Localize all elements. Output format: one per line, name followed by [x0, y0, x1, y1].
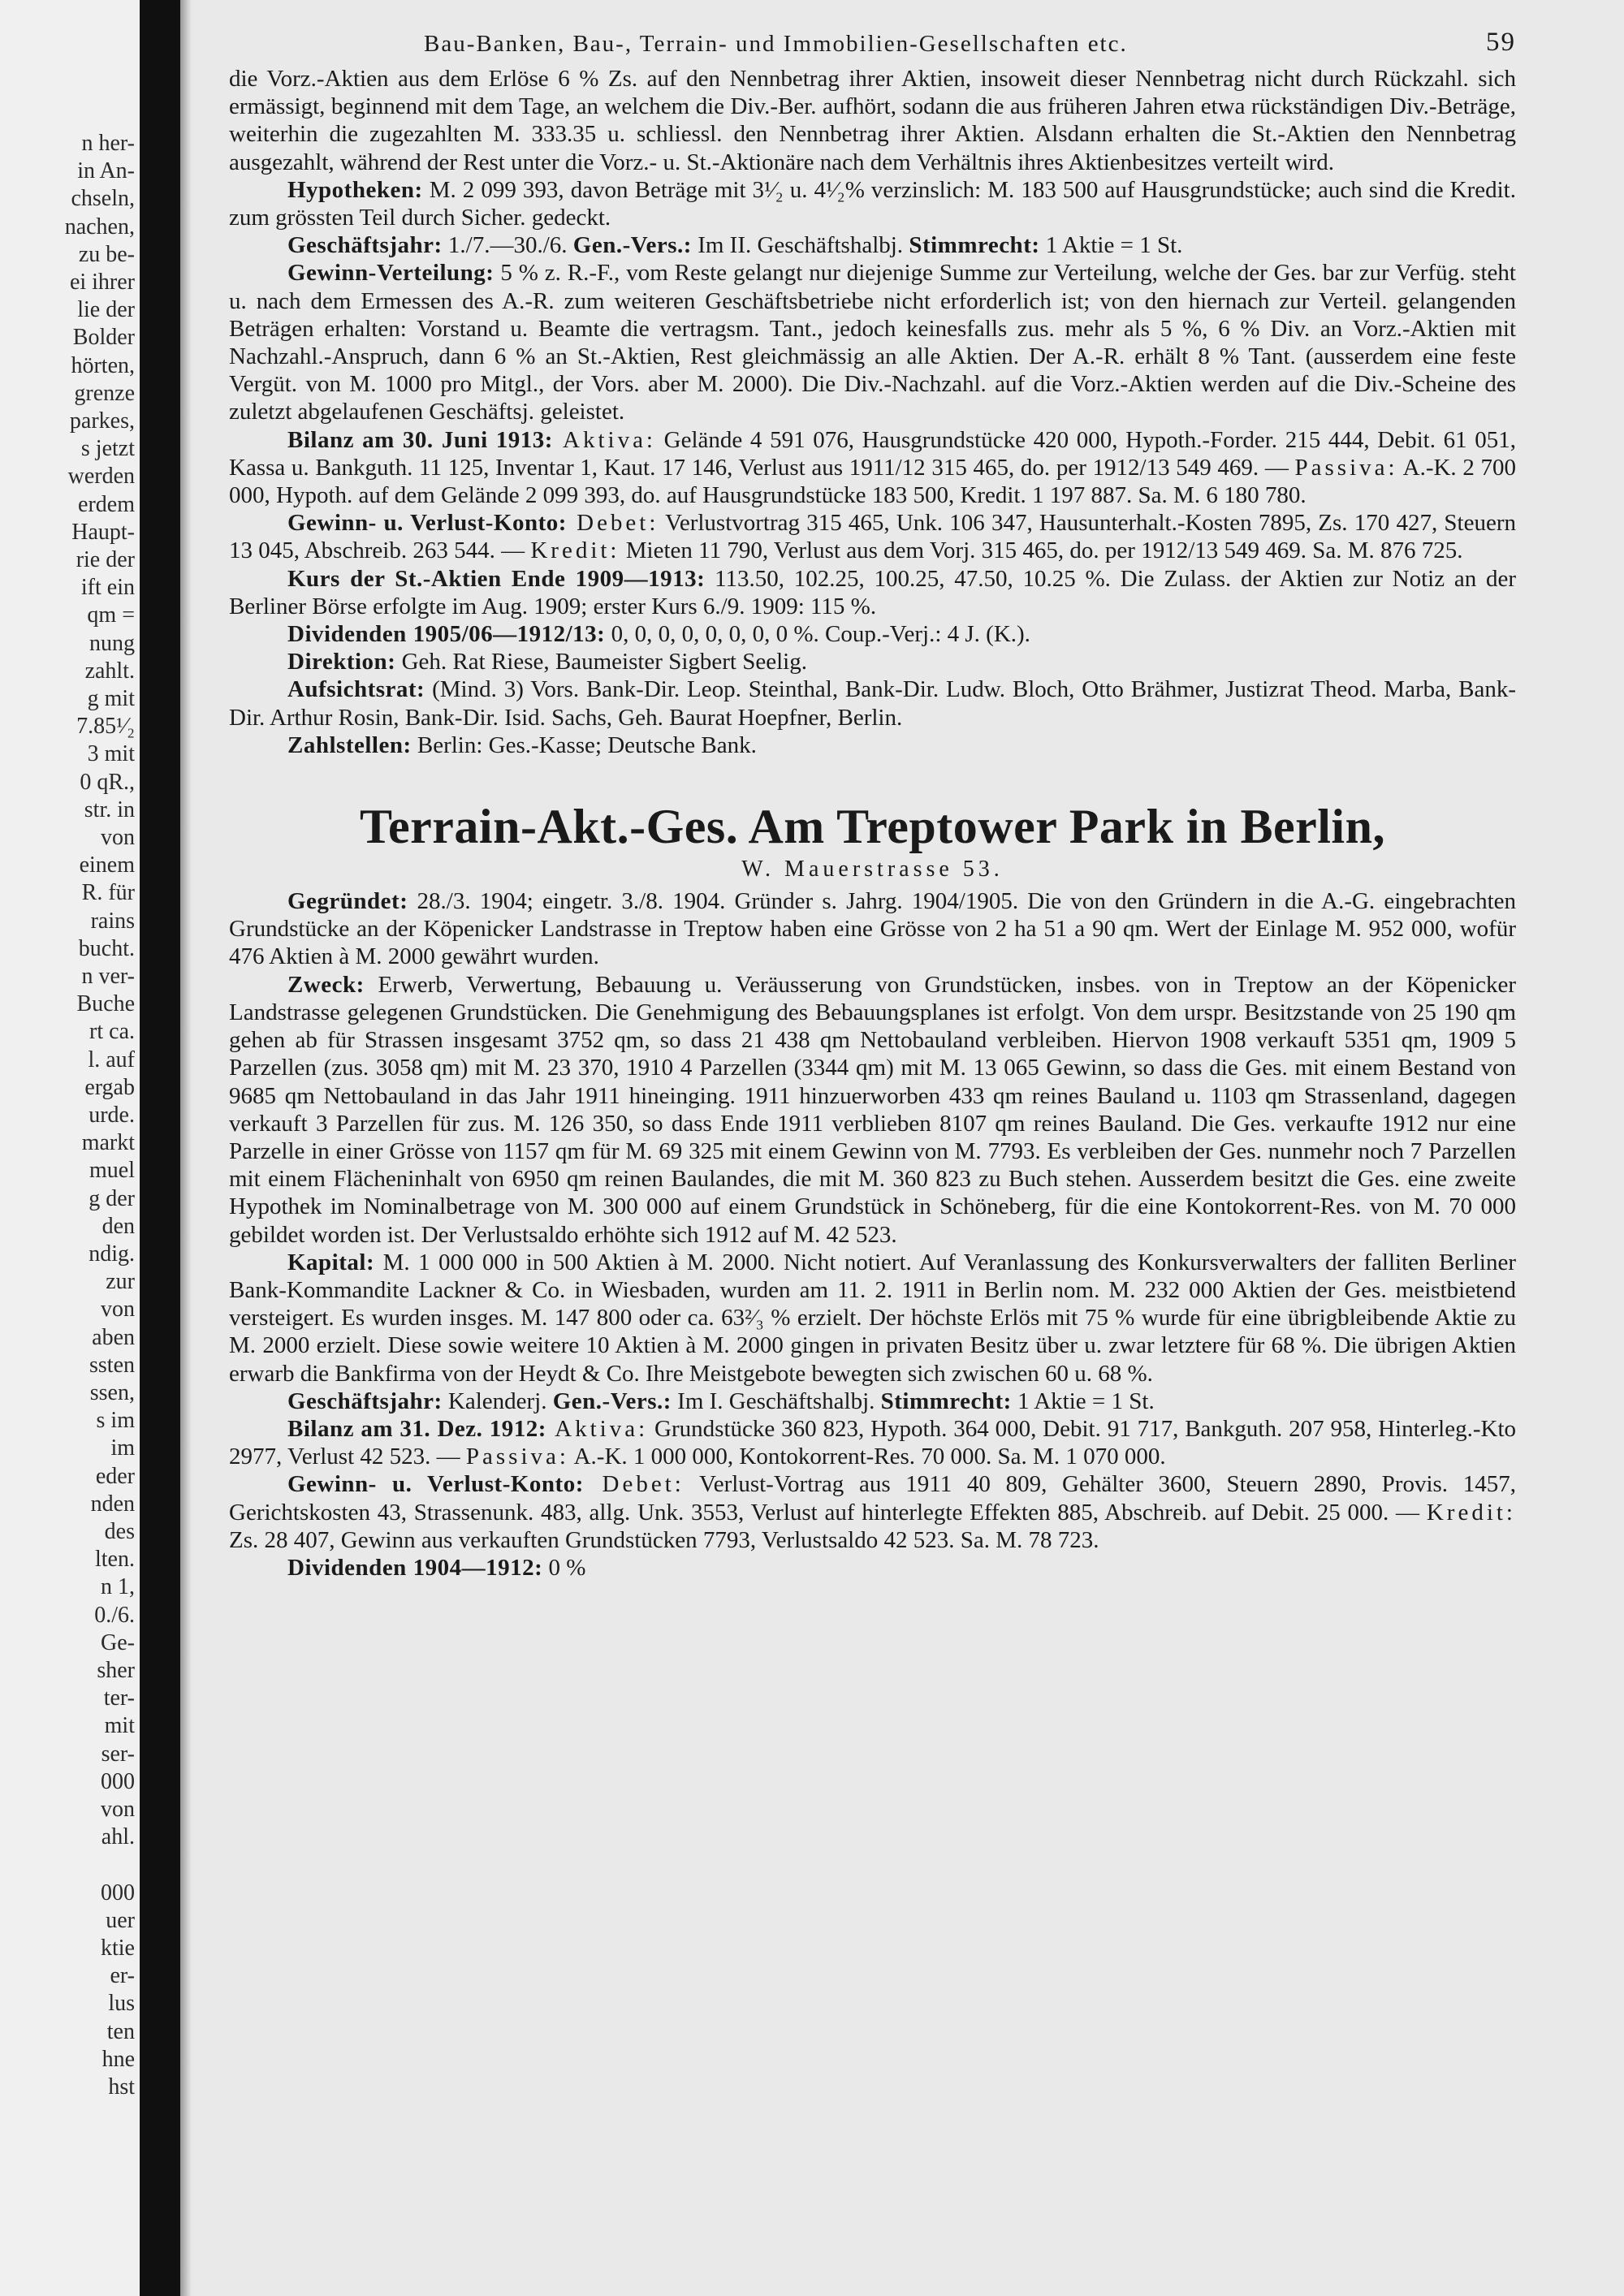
- text-hypotheken: M. 2 099 393, davon Beträge mit 3¹⁄₂ u. 4¹⁄₂% verzinslich: M. 183 500 auf Hausgrundstücke; auch sind die Kredit. zum grössten Teil durch Sicher. gedeckt.: [229, 176, 1516, 231]
- label-stimmrecht: Stimmrecht:: [909, 232, 1040, 259]
- margin-fragment: des: [104, 1519, 135, 1544]
- margin-fragment: s jetzt: [80, 436, 135, 462]
- margin-fragment: sher: [97, 1658, 135, 1683]
- margin-fragment: s im: [96, 1408, 135, 1434]
- margin-fragment: markt: [81, 1130, 135, 1156]
- paragraph-geschaeftsjahr-2: [229, 1388, 1516, 1415]
- margin-fragment: zahlt.: [84, 658, 135, 684]
- text-debet-2: Verlust-Vortrag aus 1911 40 809, Gehälter 3600, Steuern 2890, Provis. 1457, Gerichtskosten 43, Strassenunk. 483, allg. Unk. 3553, Verlust auf hinterlegte Effekten 885, Abschreib. auf Debit. 25 000. —: [229, 1471, 1516, 1526]
- margin-fragment: in An-: [77, 158, 135, 184]
- label-geschaeftsjahr: Geschäftsjahr:: [287, 232, 443, 259]
- margin-fragment: chseln,: [71, 186, 135, 212]
- page-number: 59: [1486, 28, 1516, 57]
- text-gegruendet: 28./3. 1904; eingetr. 3./8. 1904. Gründer s. Jahrg. 1904/1905. Die von den Gründern in die A.-G. eingebrachten Grundstücke an der Köpenicker Landstrasse in Treptow haben eine Grösse von 2 ha 51 a 90 qm. Wert der Einlage M. 952 000, wofür 476 Aktien à M. 2000 gewährt wurden.: [229, 888, 1516, 970]
- paragraph-zahlstellen: [229, 732, 1516, 759]
- margin-fragment: von: [101, 825, 135, 850]
- margin-fragment: urde.: [89, 1103, 135, 1128]
- margin-fragment: erdem: [78, 491, 135, 517]
- label-gewinn-verlust-2: Gewinn- u. Verlust-Konto:: [287, 1471, 584, 1498]
- label-zahlstellen: Zahlstellen:: [287, 732, 412, 758]
- label-kredit-2: Kredit:: [1426, 1499, 1516, 1526]
- margin-fragment: einem: [79, 852, 135, 878]
- margin-fragment: g mit: [87, 686, 135, 711]
- margin-fragment: ei ihrer: [69, 270, 135, 295]
- label-passiva-2: Passiva:: [465, 1444, 569, 1470]
- text-stimmrecht: 1 Aktie = 1 St.: [1039, 232, 1183, 259]
- label-stimmrecht-2: Stimmrecht:: [880, 1388, 1012, 1414]
- paragraph-liquidation: die Vorz.-Aktien aus dem Erlöse 6 % Zs. auf den Nennbetrag ihrer Aktien, insoweit dieser Nennbetrag nicht durch Rückzahl. sich ermässigt, beginnend mit dem Tage, an welchem die Div.-Ber. aufhört, sodann die aus früheren Jahren etwa rückständigen Div.-Beträge, weiterhin die zugezahlten M. 333.35 u. schliessl. den Nennbetrag ihrer Aktien. Alsdann erhalten die St.-Aktien den Nennbetrag ausgezahlt, während der Rest unter die Vorz.- u. St.-Aktionäre nach dem Verhältnis ihres Aktienbesitzes verteilt wird.: [229, 66, 1516, 175]
- label-aktiva: Aktiva:: [552, 426, 656, 453]
- margin-fragment: muel: [89, 1158, 135, 1184]
- document-page: [229, 23, 1516, 1582]
- margin-fragment: eder: [95, 1463, 135, 1489]
- label-bilanz: Bilanz am 30. Juni 1913:: [287, 426, 553, 453]
- label-debet: Debet:: [566, 510, 659, 537]
- margin-fragment: ssen,: [89, 1380, 135, 1405]
- margin-fragment: nung: [89, 630, 135, 656]
- margin-fragment: von: [101, 1297, 135, 1323]
- company-address: W. Mauerstrasse 53.: [741, 857, 1004, 883]
- margin-fragment: zur: [106, 1269, 135, 1295]
- margin-fragment: lten.: [95, 1547, 135, 1573]
- margin-fragment: ktie: [101, 1936, 135, 1961]
- paragraph-zweck: [229, 971, 1516, 1249]
- text-geschaeftsjahr-2: Kalenderj.: [442, 1388, 553, 1414]
- margin-fragment: 7.85¹⁄₂: [76, 714, 135, 740]
- margin-fragment: uer: [106, 1907, 135, 1933]
- margin-fragment: qm =: [87, 602, 135, 628]
- margin-fragment: n 1,: [101, 1574, 135, 1600]
- margin-fragment: 0./6.: [94, 1602, 135, 1628]
- margin-fragment: hne: [102, 2046, 135, 2072]
- label-zweck: Zweck:: [287, 971, 365, 998]
- margin-fragment: ter-: [103, 1685, 135, 1711]
- label-kredit: Kredit:: [530, 537, 620, 564]
- label-gewinn-verlust: Gewinn- u. Verlust-Konto:: [287, 510, 567, 537]
- label-aufsichtsrat: Aufsichtsrat:: [287, 676, 425, 703]
- label-direktion: Direktion:: [287, 649, 396, 675]
- text-aktiva: Gelände 4 591 076, Hausgrundstücke 420 000, Hypoth.-Forder. 215 444, Debit. 61 051, Kassa u. Bankguth. 11 125, Inventar 1, Kaut. 17 146, Verlust aus 1911/12 315 465, do. per 1912/13 549 469. —: [229, 426, 1516, 481]
- margin-fragment: er-: [110, 1963, 135, 1989]
- margin-fragment: grenze: [74, 380, 135, 406]
- label-debet-2: Debet:: [583, 1471, 685, 1498]
- margin-fragment: werden: [67, 464, 135, 490]
- label-kapital: Kapital:: [287, 1249, 375, 1275]
- margin-fragment: parkes,: [69, 408, 135, 434]
- label-passiva: Passiva:: [1294, 454, 1398, 481]
- margin-fragment: mit: [104, 1713, 135, 1739]
- margin-fragment: hst: [108, 2074, 135, 2100]
- margin-fragment: Buche: [76, 991, 135, 1017]
- margin-fragment: ser-: [101, 1741, 135, 1767]
- text-kredit-2: Zs. 28 407, Gewinn aus verkauften Grundstücken 7793, Verlustsaldo 42 523. Sa. M. 78 723.: [229, 1526, 1099, 1553]
- text-aufsichtsrat: (Mind. 3) Vors. Bank-Dir. Leop. Steinthal, Bank-Dir. Ludw. Bloch, Otto Brähmer, Justizrat Theod. Marba, Bank-Dir. Arthur Rosin, Bank-Dir. Isid. Sachs, Geh. Baurat Hoepfner, Berlin.: [229, 676, 1516, 731]
- label-dividenden-2: Dividenden 1904—1912:: [287, 1554, 543, 1581]
- paragraph-kapital: [229, 1249, 1516, 1388]
- margin-fragment: rie der: [76, 547, 135, 572]
- text-gen-vers: Im II. Geschäftshalbj.: [691, 232, 909, 259]
- text-kurs: 113.50, 102.25, 100.25, 47.50, 10.25 %. Die Zulass. der Aktien zur Notiz an der Berliner Börse erfolgte im Aug. 1909; erster Kurs 6./9. 1909: 115 %.: [229, 565, 1516, 619]
- margin-fragment: rains: [90, 908, 135, 934]
- paragraph-gewinn-verlust: [229, 509, 1516, 564]
- label-gen-vers: Gen.-Vers.:: [572, 232, 692, 259]
- margin-fragment: zu be-: [78, 241, 135, 267]
- margin-fragment: nachen,: [64, 214, 135, 240]
- text-geschaeftsjahr: 1./7.—30./6.: [442, 232, 573, 259]
- label-hypotheken: Hypotheken:: [287, 176, 423, 203]
- label-aktiva-2: Aktiva:: [546, 1415, 649, 1442]
- text-kredit: Mieten 11 790, Verlust aus dem Vorj. 315 465, do. per 1912/13 549 469. Sa. M. 876 725.: [620, 537, 1463, 564]
- margin-fragment: von: [101, 1797, 135, 1822]
- text-passiva: A.-K. 2 700 000, Hypoth. auf dem Gelände 2 099 393, do. auf Hausgrundstücke 183 500, Kredit. 1 197 887. Sa. M. 6 180 780.: [229, 454, 1516, 509]
- label-geschaeftsjahr-2: Geschäftsjahr:: [287, 1388, 443, 1414]
- paragraph-gewinn-verteilung: [229, 259, 1516, 425]
- margin-fragment: 0 qR.,: [80, 769, 135, 795]
- label-gegruendet: Gegründet:: [287, 888, 408, 915]
- paragraph-hypotheken: [229, 176, 1516, 231]
- paragraph-gegruendet: [229, 887, 1516, 971]
- margin-fragment: ssten: [89, 1352, 135, 1378]
- paragraph-direktion: [229, 648, 1516, 675]
- running-header: [229, 23, 1516, 65]
- text-zahlstellen: Berlin: Ges.-Kasse; Deutsche Bank.: [411, 732, 757, 758]
- paragraph-bilanz-2: [229, 1415, 1516, 1470]
- margin-fragment: ndig.: [89, 1241, 135, 1267]
- paragraph-aufsichtsrat: [229, 675, 1516, 731]
- paragraph-geschaeftsjahr: [229, 231, 1516, 259]
- text-dividenden-2: 0 %: [542, 1554, 586, 1581]
- label-gen-vers-2: Gen.-Vers.:: [552, 1388, 672, 1414]
- text-aktiva-2: Grundstücke 360 823, Hypoth. 364 000, Debit. 91 717, Bankguth. 207 958, Hinterleg.-Kto 2977, Verlust 42 523. —: [229, 1415, 1516, 1470]
- margin-fragment: 000: [101, 1768, 135, 1794]
- label-kurs: Kurs der St.-Aktien Ende 1909—1913:: [287, 565, 706, 592]
- paragraph-kurs: [229, 565, 1516, 620]
- margin-fragment: n ver-: [81, 964, 135, 989]
- margin-fragment: im: [110, 1435, 135, 1461]
- margin-fragment: 3 mit: [87, 741, 135, 767]
- margin-fragment: ift ein: [80, 575, 135, 601]
- text-debet: Verlustvortrag 315 465, Unk. 106 347, Hausunterhalt.-Kosten 7895, Zs. 170 427, Steuern 13 045, Abschreib. 263 544. —: [229, 510, 1516, 564]
- margin-fragment: Bolder: [72, 325, 135, 351]
- running-head-title: Bau-Banken, Bau-, Terrain- und Immobilien-Gesellschaften etc.: [424, 31, 1128, 57]
- margin-fragment: lus: [108, 1991, 135, 2017]
- margin-fragment: ten: [106, 2018, 135, 2044]
- text-direktion: Geh. Rat Riese, Baumeister Sigbert Seelig.: [395, 649, 807, 675]
- paragraph-gewinn-verlust-2: [229, 1470, 1516, 1554]
- paragraph-bilanz: [229, 426, 1516, 510]
- adjacent-page-margin: [0, 0, 140, 2296]
- label-bilanz-2: Bilanz am 31. Dez. 1912:: [287, 1415, 546, 1442]
- margin-fragment: den: [102, 1213, 135, 1239]
- margin-fragment: n her-: [81, 131, 135, 156]
- margin-fragment: Haupt-: [71, 519, 135, 545]
- paragraph-dividenden-2: [229, 1554, 1516, 1582]
- margin-fragment: bucht.: [78, 935, 135, 961]
- label-dividenden: Dividenden 1905/06—1912/13:: [287, 621, 606, 648]
- margin-fragment: nden: [90, 1491, 135, 1517]
- margin-fragment: str. in: [84, 796, 135, 822]
- margin-fragment: ergab: [84, 1074, 135, 1100]
- margin-fragment: ahl.: [101, 1824, 135, 1850]
- text-gewinn-verteilung: 5 % z. R.-F., vom Reste gelangt nur diejenige Summe zur Verteilung, welche der Ges. bar zur Verfüg. steht u. nach dem Ermessen des A.-R. zum weiteren Geschäftsbetriebe nicht erforderlich ist; von den hiernach zur Verteil. gelangenden Beträgen erhalten: Vorstand u. Beamte die vertragsm. Tant., jedoch keinesfalls zus. mehr als 5 %, 6 % Div. an Vorz.-Aktien mit Nachzahl.-Anspruch, dann 6 % an St.-Aktien, Rest gleichmässig an alle Aktien. Der A.-R. erhält 8 % Tant. (ausserdem eine feste Vergüt. von M. 1000 pro Mitgl., der Vors. aber M. 2000). Die Div.-Nachzahl. auf die Vorz.-Aktien werden auf die Div.-Scheine des zuletzt abgelaufenen Geschäftsj. geleistet.: [229, 260, 1516, 425]
- text-kapital: M. 1 000 000 in 500 Aktien à M. 2000. Nicht notiert. Auf Veranlassung des Konkursverwalters der falliten Berliner Bank-Kommandite Lackner & Co. in Wiesbaden, wurden am 11. 2. 1911 in Berlin nom. M. 232 000 Aktien der Ges. meistbietend versteigert. Es wurden insges. M. 147 800 oder ca. 63²⁄₃ % erzielt. Der höchste Erlös mit 75 % wurde für eine übrigbleibende Aktie zu M. 2000 erzielt. Diese sowie weitere 10 Aktien à M. 2000 gingen in privaten Besitz über u. zwar letztere für 68 %. Die übrigen Aktien erwarb die Bankfirma von der Heydt & Co. Ihre Meistgebote bewegten sich zwischen 60 u. 68 %.: [229, 1249, 1516, 1387]
- text-dividenden: 0, 0, 0, 0, 0, 0, 0, 0 %. Coup.-Verj.: 4 J. (K.).: [605, 621, 1030, 648]
- text-stimmrecht-2: 1 Aktie = 1 St.: [1011, 1388, 1155, 1414]
- margin-fragment: lie der: [77, 297, 135, 323]
- text-passiva-2: A.-K. 1 000 000, Kontokorrent-Res. 70 000. Sa. M. 1 070 000.: [568, 1444, 1166, 1470]
- margin-fragment: aben: [92, 1324, 135, 1350]
- margin-fragment: l. auf: [88, 1047, 135, 1072]
- margin-fragment: R. für: [81, 880, 135, 906]
- gutter-shadow: [180, 0, 192, 2296]
- paragraph-dividenden: [229, 620, 1516, 648]
- margin-fragment: hörten,: [71, 352, 135, 378]
- margin-fragment: g der: [89, 1185, 135, 1211]
- margin-fragment: 000: [101, 1880, 135, 1905]
- text-gen-vers-2: Im I. Geschäftshalbj.: [671, 1388, 881, 1414]
- company-heading: Terrain-Akt.-Ges. Am Treptower Park in Berlin,: [360, 800, 1385, 854]
- margin-fragment: rt ca.: [89, 1019, 135, 1045]
- label-gewinn-verteilung: Gewinn-Verteilung:: [287, 260, 495, 287]
- text-zweck: Erwerb, Verwertung, Bebauung u. Veräusserung von Grundstücken, insbes. von in Treptow an der Köpenicker Landstrasse gelegenen Grundstücken. Die Genehmigung des Bebauungsplanes ist erfolgt. Von dem urspr. Besitzstande von 25 190 qm gehen ab für Strassen insgesamt 3752 qm, so dass 21 438 qm Nettobauland verbleiben. Hiervon 1908 verkauft 5351 qm, 1909 5 Parzellen (zus. 3058 qm) mit M. 23 370, 1910 4 Parzellen (3344 qm) mit M. 13 065 Gewinn, so dass die Ges. mit einem Bestand von 9685 qm Nettobauland in das Jahr 1911 hineinging. 1911 hinzuerworben 433 qm reines Bauland u. 1103 qm Strassenland, dagegen verkauft 3 Parzellen für zus. M. 126 350, so dass Ende 1911 verblieben 8107 qm reines Bauland. Die Ges. verkaufte 1912 nur eine Parzelle in einer Grösse von 1157 qm für M. 69 325 mit einem Gewinn von M. 7793. Es verbleiben der Ges. nunmehr noch 7 Parzellen mit einem Flächeninhalt von 6950 qm reinen Baulandes, die mit M. 360 823 zu Buch stehen. Ausserdem besitzt die Ges. eine zweite Hypothek im Nominalbetrage von M. 300 000 auf einem Grundstück in Schöneberg, für die eine Kontokorrent-Res. von M. 70 000 gebildet worden ist. Der Verlustsaldo erhöhte sich 1912 auf M. 42 523.: [229, 971, 1516, 1248]
- book-gutter: [140, 0, 180, 2296]
- margin-fragment: Ge-: [101, 1629, 135, 1655]
